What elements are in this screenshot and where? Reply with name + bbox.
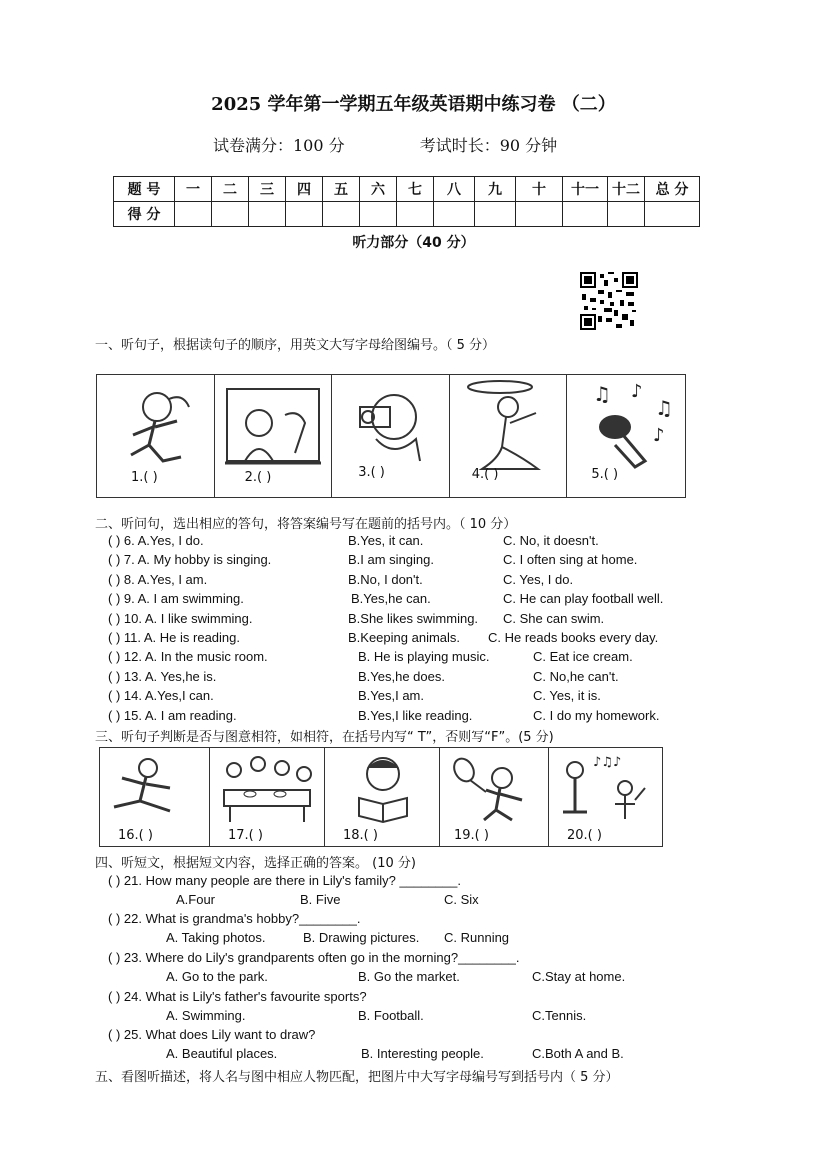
score-cell[interactable] (397, 202, 434, 227)
answer-option: C.Tennis. (532, 1008, 587, 1023)
answer-option: C. Running (444, 930, 510, 945)
section2-instruction: 二、听问句，选出相应的答句，将答案编号写在题前的括号内。（ 10 分） (95, 517, 517, 532)
question-stem: ( ) 21. How many people are there in Lily's family? ________. (108, 873, 461, 888)
svg-text:♪: ♪ (631, 381, 643, 402)
answer-option: C. Yes, it is. (533, 688, 601, 703)
score-col: 十一 (563, 177, 608, 202)
answer-option: B.Keeping animals. (348, 630, 461, 645)
score-cell[interactable] (360, 202, 397, 227)
answer-option: C. He reads books every day. (488, 630, 659, 645)
answer-option: B.Yes, it can. (348, 533, 424, 548)
answer-option: C. He can play football well. (503, 591, 664, 606)
full-score: 试卷满分：100 分 (213, 136, 345, 155)
answer-option: B. Football. (358, 1008, 424, 1023)
question-stem: ( ) 11. A. He is reading. (108, 630, 240, 645)
picture-tennis-player (440, 748, 549, 846)
score-table-header-row (114, 177, 700, 202)
section3-instruction: 三、听句子判断是否与图意相符，如相符，在括号内写“ T”，否则写“F”。(5 分) (95, 730, 554, 745)
duration: 考试时长：90 分钟 (419, 136, 558, 155)
picture-family-dinner (210, 748, 325, 846)
svg-text:♪: ♪ (653, 425, 665, 446)
answer-option: B.Yes,I am. (358, 688, 424, 703)
svg-text:♫: ♫ (593, 382, 612, 406)
question-stem: ( ) 22. What is grandma's hobby?________. (108, 911, 361, 926)
picture-reading-boy (325, 748, 440, 846)
score-col: 四 (286, 177, 323, 202)
answer-option: C. No, it doesn't. (503, 533, 599, 548)
question-stem: ( ) 12. A. In the music room. (108, 649, 268, 664)
picture-singing-microphone (567, 375, 685, 497)
answer-option: C. She can swim. (503, 611, 605, 626)
answer-option: A. Beautiful places. (166, 1046, 278, 1061)
score-table-row1-label: 题 号 (114, 177, 175, 202)
answer-option: C. No,he can't. (533, 669, 619, 684)
question-stem: ( ) 23. Where do Lily's grandparents often go in the morning?________. (108, 950, 520, 965)
question-stem: ( ) 14. A.Yes,I can. (108, 688, 214, 703)
section1-instruction: 一、听句子，根据读句子的顺序，用英文大写字母给图编号。（ 5 分） (95, 338, 496, 353)
picture-label: 20.( ) (567, 828, 602, 843)
score-cell[interactable] (249, 202, 286, 227)
question-stem: ( ) 25. What does Lily want to draw? (108, 1027, 316, 1042)
answer-option: A. Go to the park. (166, 969, 268, 984)
score-col: 九 (475, 177, 516, 202)
page-title: 2025 学年第一学期五年级英语期中练习卷 （二） (211, 94, 616, 115)
camera-boy-icon (332, 375, 449, 497)
homework-boy-icon (215, 375, 332, 497)
answer-option: C. Six (444, 892, 479, 907)
section3-picture-strip (99, 747, 663, 847)
score-cell[interactable] (645, 202, 700, 227)
question-stem: ( ) 8. A.Yes, I am. (108, 572, 208, 587)
question-stem: ( ) 9. A. I am swimming. (108, 591, 244, 606)
picture-dancing-girl (450, 375, 568, 497)
qr-code-icon[interactable] (580, 272, 638, 330)
score-col: 七 (397, 177, 434, 202)
question-stem: ( ) 6. A.Yes, I do. (108, 533, 204, 548)
question-stem: ( ) 24. What is Lily's father's favourite sports? (108, 989, 367, 1004)
answer-option: B. Interesting people. (361, 1046, 484, 1061)
score-cell[interactable] (323, 202, 360, 227)
picture-label: 17.( ) (228, 828, 263, 843)
answer-option: B. Five (300, 892, 341, 907)
score-col: 三 (249, 177, 286, 202)
picture-camera-boy (332, 375, 450, 497)
score-col: 总 分 (645, 177, 700, 202)
answer-option: C. I do my homework. (533, 708, 660, 723)
answer-option: B.I am singing. (348, 552, 434, 567)
dancing-girl-icon (450, 375, 567, 497)
answer-option: B.Yes,he does. (358, 669, 445, 684)
picture-running-girl (97, 375, 215, 497)
answer-option: B.She likes swimming. (348, 611, 479, 626)
question-stem: ( ) 15. A. I am reading. (108, 708, 237, 723)
answer-option: C.Both A and B. (532, 1046, 624, 1061)
answer-option: C. Yes, I do. (503, 572, 574, 587)
picture-homework-boy (215, 375, 333, 497)
music-family-icon (549, 748, 660, 846)
score-cell[interactable] (175, 202, 212, 227)
question-stem: ( ) 13. A. Yes,he is. (108, 669, 217, 684)
picture-label: 16.( ) (118, 828, 153, 843)
score-table (113, 176, 700, 227)
answer-option: A. Swimming. (166, 1008, 246, 1023)
answer-option: B.Yes,he can. (351, 591, 431, 606)
svg-text:♫: ♫ (655, 396, 674, 420)
picture-label: 4.( ) (471, 467, 499, 482)
answer-option: C. Eat ice cream. (533, 649, 633, 664)
picture-label: 3.( ) (358, 465, 385, 480)
section5-instruction: 五、看图听描述，将人名与图中相应人物匹配，把图片中大写字母编号写到括号内（ 5 分） (95, 1070, 619, 1085)
score-col: 五 (323, 177, 360, 202)
score-col: 八 (434, 177, 475, 202)
answer-option: C.Stay at home. (532, 969, 626, 984)
answer-option: B.No, I don't. (348, 572, 423, 587)
answer-option: B. He is playing music. (358, 649, 490, 664)
score-col: 六 (360, 177, 397, 202)
answer-option: C. I often sing at home. (503, 552, 638, 567)
picture-jumping-girl (100, 748, 210, 846)
section4-instruction: 四、听短文，根据短文内容，选择正确的答案。 (10 分) (95, 856, 416, 871)
microphone-icon (567, 375, 685, 497)
answer-option: B. Drawing pictures. (303, 930, 420, 945)
svg-text:♪♫♪: ♪♫♪ (593, 755, 622, 770)
answer-option: B.Yes,I like reading. (358, 708, 473, 723)
score-col: 十二 (608, 177, 645, 202)
picture-label: 18.( ) (343, 828, 378, 843)
answer-option: A.Four (176, 892, 216, 907)
score-cell[interactable] (608, 202, 645, 227)
score-cell[interactable] (516, 202, 563, 227)
score-cell[interactable] (475, 202, 516, 227)
answer-option: A. Taking photos. (166, 930, 266, 945)
score-cell[interactable] (434, 202, 475, 227)
score-cell[interactable] (212, 202, 249, 227)
listening-title: 听力部分（40 分） (352, 235, 475, 251)
jumping-girl-icon (100, 748, 209, 846)
picture-label: 5.( ) (591, 467, 619, 482)
exam-meta (213, 133, 627, 156)
score-cell[interactable] (563, 202, 608, 227)
question-stem: ( ) 10. A. I like swimming. (108, 611, 253, 626)
score-table-score-row (114, 202, 700, 227)
picture-music-family (549, 748, 660, 846)
score-col: 一 (175, 177, 212, 202)
picture-label: 2.( ) (244, 470, 272, 485)
picture-label: 1.( ) (131, 470, 158, 485)
question-stem: ( ) 7. A. My hobby is singing. (108, 552, 272, 567)
section1-picture-strip (96, 374, 686, 498)
picture-label: 19.( ) (454, 828, 489, 843)
score-col: 二 (212, 177, 249, 202)
score-cell[interactable] (286, 202, 323, 227)
score-col: 十 (516, 177, 563, 202)
answer-option: B. Go the market. (358, 969, 460, 984)
score-table-row2-label: 得 分 (114, 202, 175, 227)
